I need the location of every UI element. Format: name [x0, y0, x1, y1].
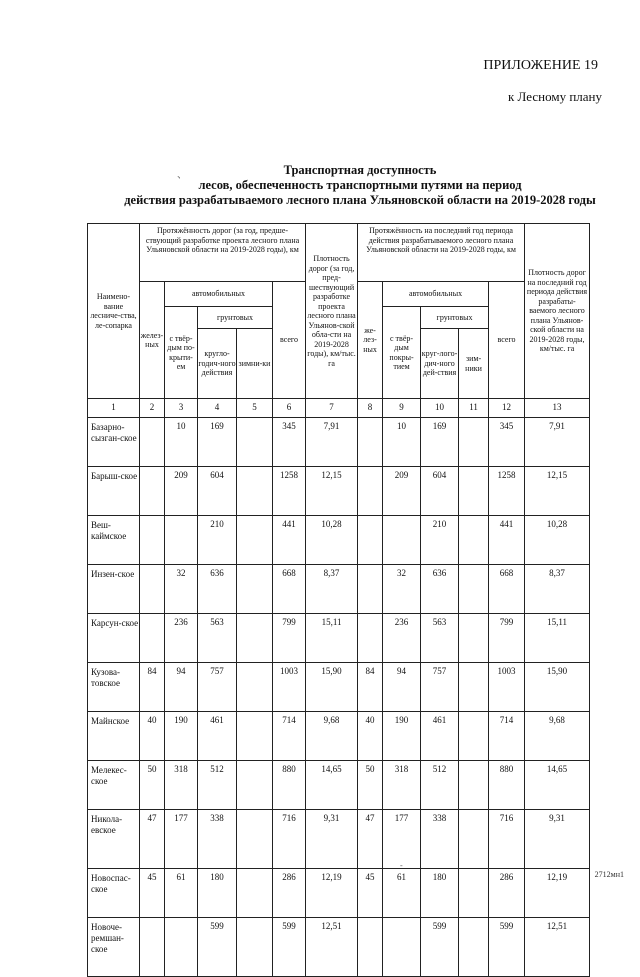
heading-line-2: лесов, обеспеченность транспортными путями на период	[198, 178, 522, 192]
table-cell: 14,65	[306, 761, 358, 810]
table-cell: 799	[489, 614, 525, 663]
table-row	[88, 565, 590, 614]
table-cell: 177	[165, 810, 198, 869]
column-number-cell: 1	[88, 399, 140, 418]
table-cell	[459, 810, 489, 869]
table-row	[88, 418, 590, 467]
header-dirt-last: грунтовых	[421, 307, 489, 329]
table-cell: 7,91	[525, 418, 590, 467]
header-winter-last: зим-ники	[459, 329, 489, 399]
column-number-cell: 3	[165, 399, 198, 418]
table-cell: 84	[140, 663, 165, 712]
header-name: Наимено-вание лесниче-ства, ле-сопарка	[88, 224, 140, 399]
table-cell	[358, 418, 383, 467]
table-cell: 716	[489, 810, 525, 869]
table-cell	[358, 467, 383, 516]
table-cell	[140, 614, 165, 663]
table-row	[88, 663, 590, 712]
table-cell: 32	[383, 565, 421, 614]
table-cell: 1003	[489, 663, 525, 712]
table-cell: 50	[358, 761, 383, 810]
table-cell: 12,51	[525, 918, 590, 977]
table-cell: 286	[489, 869, 525, 918]
table-cell: 84	[358, 663, 383, 712]
table-cell	[459, 516, 489, 565]
table-cell: 716	[273, 810, 306, 869]
header-total-prior: всего	[273, 282, 306, 399]
table-cell: 15,11	[525, 614, 590, 663]
table-cell: 180	[421, 869, 459, 918]
table-cell: 757	[421, 663, 459, 712]
table-cell	[459, 467, 489, 516]
header-yearround-last: круг-лого-дич-ного дей-ствия	[421, 329, 459, 399]
table-cell: 286	[273, 869, 306, 918]
table-cell: 94	[383, 663, 421, 712]
table-cell	[165, 516, 198, 565]
table-cell: 12,19	[525, 869, 590, 918]
table-cell: 169	[421, 418, 459, 467]
table-cell	[237, 712, 273, 761]
table-cell: 12,15	[525, 467, 590, 516]
table-cell: 1258	[273, 467, 306, 516]
table-cell: 10	[165, 418, 198, 467]
table-cell	[237, 810, 273, 869]
header-yearround-prior: кругло-годич-ного действия	[198, 329, 237, 399]
table-cell: 45	[140, 869, 165, 918]
table-cell: 714	[273, 712, 306, 761]
column-number-cell: 10	[421, 399, 459, 418]
column-number-cell: 8	[358, 399, 383, 418]
table-row	[88, 467, 590, 516]
table-cell	[383, 918, 421, 977]
table-cell: 668	[273, 565, 306, 614]
forestry-name-cell: Веш-каймское	[88, 516, 140, 565]
appendix-subtitle: к Лесному плану	[507, 89, 602, 104]
table-cell: 12,15	[306, 467, 358, 516]
table-cell: 441	[273, 516, 306, 565]
table-cell: 512	[421, 761, 459, 810]
table-cell: 9,31	[306, 810, 358, 869]
column-number-cell: 6	[273, 399, 306, 418]
table-cell	[237, 663, 273, 712]
table-cell: 799	[273, 614, 306, 663]
table-cell: 12,51	[306, 918, 358, 977]
table-cell	[237, 918, 273, 977]
table-cell: 40	[358, 712, 383, 761]
table-cell: 50	[140, 761, 165, 810]
table-cell: 9,31	[525, 810, 590, 869]
forestry-name-cell: Майнское	[88, 712, 140, 761]
transport-accessibility-table	[87, 223, 590, 977]
column-number-cell: 12	[489, 399, 525, 418]
table-cell: 599	[489, 918, 525, 977]
forestry-name-cell: Базарно-сызган-ское	[88, 418, 140, 467]
table-cell: 7,91	[306, 418, 358, 467]
header-dirt-prior: грунтовых	[198, 307, 273, 329]
table-cell: 338	[198, 810, 237, 869]
column-number-cell: 11	[459, 399, 489, 418]
table-cell: 14,65	[525, 761, 590, 810]
forestry-name-cell: Кузова-товское	[88, 663, 140, 712]
table-cell: 8,37	[306, 565, 358, 614]
table-cell: 10	[383, 418, 421, 467]
header-winter-prior: зимни-ки	[237, 329, 273, 399]
header-density-prior: Плотность дорог (за год, пред-шествующий разработке проекта лесного плана Ульянов-ской обла-сти на 2019-2028 годы), км/тыс. га	[306, 224, 358, 399]
table-cell: 345	[489, 418, 525, 467]
table-cell: 9,68	[525, 712, 590, 761]
table-cell: 210	[198, 516, 237, 565]
table-cell: 441	[489, 516, 525, 565]
header-auto-prior: автомобильных	[165, 282, 273, 307]
table-cell: 10,28	[306, 516, 358, 565]
table-cell: 190	[165, 712, 198, 761]
forestry-name-cell: Никола-евское	[88, 810, 140, 869]
header-density-last: Плотность дорог на последний год периода действия разрабаты-ваемого лесного плана Ульянов-ской области на 2019-2028 годы, км/тыс. га	[525, 224, 590, 399]
table-cell	[140, 918, 165, 977]
table-cell: 9,68	[306, 712, 358, 761]
heading-line-1: Транспортная доступность	[283, 163, 437, 177]
header-group-last: Протяжённость на последний год периода действия разрабатываемого лесного плана Ульяновской области на 2019-2028 годы, км	[358, 224, 525, 282]
table-cell	[165, 918, 198, 977]
table-cell	[237, 418, 273, 467]
table-cell: 338	[421, 810, 459, 869]
table-cell: 180	[198, 869, 237, 918]
forestry-name-cell: Новоспас-ское	[88, 869, 140, 918]
table-cell: 210	[421, 516, 459, 565]
table-cell	[358, 614, 383, 663]
table-cell	[140, 516, 165, 565]
table-cell: 40	[140, 712, 165, 761]
forestry-name-cell: Мелекес-ское	[88, 761, 140, 810]
forestry-name-cell: Новоче-ремшан-ское	[88, 918, 140, 977]
table-cell	[459, 418, 489, 467]
table-cell: 880	[489, 761, 525, 810]
table-cell: 177	[383, 810, 421, 869]
table-cell: 668	[489, 565, 525, 614]
table-cell: 599	[421, 918, 459, 977]
table-cell: 345	[273, 418, 306, 467]
table-cell	[459, 869, 489, 918]
table-cell	[237, 565, 273, 614]
header-hard-last: с твёр-дым покры-тием	[383, 307, 421, 399]
table-cell: 714	[489, 712, 525, 761]
footer-dash: -	[400, 861, 403, 870]
header-hard-prior: с твёр-дым по-крыти-ем	[165, 307, 198, 399]
column-number-cell: 5	[237, 399, 273, 418]
column-number-row	[88, 399, 590, 418]
forestry-name-cell: Барыш-ское	[88, 467, 140, 516]
header-total-last: всего	[489, 282, 525, 399]
table-cell	[237, 467, 273, 516]
table-cell: 461	[198, 712, 237, 761]
table-cell: 636	[198, 565, 237, 614]
column-number-cell: 2	[140, 399, 165, 418]
table-cell: 461	[421, 712, 459, 761]
table-cell: 45	[358, 869, 383, 918]
column-number-cell: 7	[306, 399, 358, 418]
table-cell: 190	[383, 712, 421, 761]
table-cell: 1003	[273, 663, 306, 712]
column-number-cell: 4	[198, 399, 237, 418]
table-cell	[237, 516, 273, 565]
table-cell	[237, 614, 273, 663]
table-cell: 512	[198, 761, 237, 810]
table-cell	[459, 614, 489, 663]
table-cell: 15,11	[306, 614, 358, 663]
table-cell: 236	[165, 614, 198, 663]
table-cell: 47	[358, 810, 383, 869]
table-cell: 318	[165, 761, 198, 810]
table-cell	[459, 918, 489, 977]
table-cell: 563	[198, 614, 237, 663]
table-cell: 8,37	[525, 565, 590, 614]
table-cell	[358, 918, 383, 977]
table-cell: 209	[165, 467, 198, 516]
column-number-cell: 9	[383, 399, 421, 418]
table-row	[88, 810, 590, 869]
table-row	[88, 614, 590, 663]
table-cell	[140, 418, 165, 467]
forestry-name-cell: Инзен-ское	[88, 565, 140, 614]
table-cell: 15,90	[525, 663, 590, 712]
appendix-title: ПРИЛОЖЕНИЕ 19	[483, 58, 598, 73]
table-cell	[237, 869, 273, 918]
table-cell: 880	[273, 761, 306, 810]
header-railway-last: же-лез-ных	[358, 282, 383, 399]
table-cell: 94	[165, 663, 198, 712]
table-cell: 636	[421, 565, 459, 614]
table-cell	[140, 565, 165, 614]
table-cell: 563	[421, 614, 459, 663]
forestry-name-cell: Карсун-ское	[88, 614, 140, 663]
table-cell: 599	[198, 918, 237, 977]
table-cell: 61	[383, 869, 421, 918]
table-cell: 209	[383, 467, 421, 516]
table-row	[88, 869, 590, 918]
table-cell: 10,28	[525, 516, 590, 565]
table-cell: 318	[383, 761, 421, 810]
stray-mark: 、	[177, 170, 187, 181]
table-cell: 15,90	[306, 663, 358, 712]
table-cell: 12,19	[306, 869, 358, 918]
table-cell: 236	[383, 614, 421, 663]
table-cell: 604	[421, 467, 459, 516]
table-cell: 47	[140, 810, 165, 869]
table-cell	[358, 516, 383, 565]
footer-code: 2712мн1	[594, 870, 624, 879]
table-cell: 32	[165, 565, 198, 614]
table-cell	[237, 761, 273, 810]
table-cell	[140, 467, 165, 516]
table-cell	[358, 565, 383, 614]
table-cell	[459, 663, 489, 712]
table-cell	[459, 565, 489, 614]
header-group-prior: Протяжённость дорог (за год, предше-ствующий разработке проекта лесного плана Ульяновской области на 2019-2028 годы), км	[140, 224, 306, 282]
table-row	[88, 918, 590, 977]
table-cell	[459, 761, 489, 810]
header-auto-last: автомобильных	[383, 282, 489, 307]
table-cell: 61	[165, 869, 198, 918]
table-row	[88, 516, 590, 565]
table-cell: 757	[198, 663, 237, 712]
column-number-cell: 13	[525, 399, 590, 418]
table-cell: 1258	[489, 467, 525, 516]
table-cell: 604	[198, 467, 237, 516]
table-cell	[459, 712, 489, 761]
table-body	[88, 418, 590, 977]
table-cell: 599	[273, 918, 306, 977]
table-cell: 169	[198, 418, 237, 467]
document-heading	[60, 163, 640, 208]
table-cell	[383, 516, 421, 565]
table-row	[88, 761, 590, 810]
table-row	[88, 712, 590, 761]
header-railway-prior: желез-ных	[140, 282, 165, 399]
heading-line-3: действия разрабатываемого лесного плана Ульяновской области на 2019-2028 годы	[124, 193, 596, 207]
